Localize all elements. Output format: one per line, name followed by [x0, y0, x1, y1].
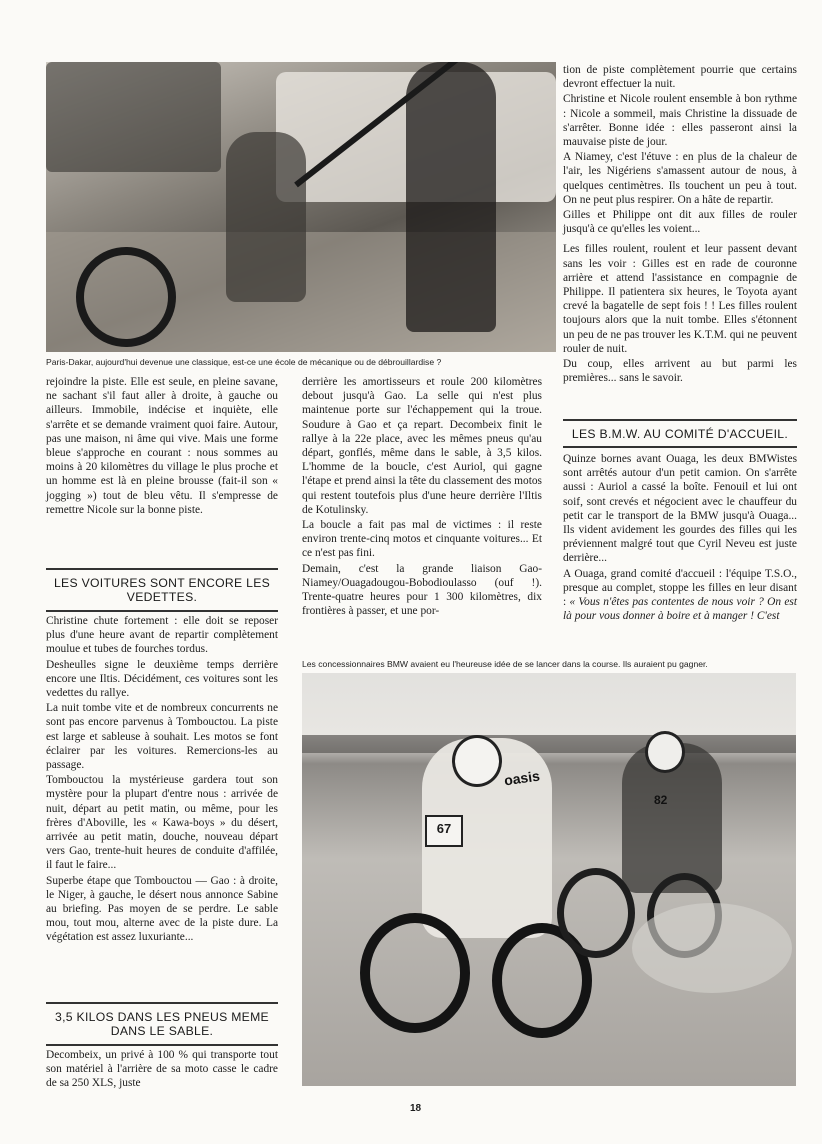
wheel-shape [76, 247, 176, 347]
paragraph-text: A Ouaga, grand comité d'accueil : l'équipe T.S.O., presque au complet, stoppe les filles en leur disant : [563, 567, 797, 609]
sponsor-logo: oasis [503, 767, 541, 789]
heading-rule [46, 610, 278, 612]
paragraph: Decombeix, un privé à 100 % qui transporte tout son matériel à l'arrière de sa moto casse le cadre de sa 250 XLS, juste [46, 1049, 278, 1090]
section-heading-bmw: LES B.M.W. AU COMITÉ D'ACCUEIL. [563, 419, 797, 441]
section-heading-voitures: LES VOITURES SONT ENCORE LES VEDETTES. [46, 568, 278, 604]
column-1-intro [46, 375, 278, 517]
paragraph: La nuit tombe vite et de nombreux concurrents ne sont pas encore parvenus à Tombouctou. La piste est large et sableuse à souhait. Les motos se font éclairer par les voitures. Remercions-les au passage. [46, 702, 278, 772]
rear-race-number: 82 [654, 793, 668, 807]
paragraph: Tombouctou la mystérieuse gardera tout son mystère pour la plupart d'entre nous : arrivée de nuit, départ au petit matin, ou même, pour les frères d'Aboville, les « Kawa-boys » du désert, arrivée au petit matin, douche, nouveau départ vers Gao, trente-huit heures de conduite d'affilée, il faut le faire... [46, 774, 278, 872]
heading-rule [46, 1044, 278, 1046]
paragraph: Desheulles signe le deuxième temps derrière encore une Iltis. Décidément, ces voitures sont les vedettes du rallye. [46, 658, 278, 700]
race-number-plate: 67 [425, 815, 463, 847]
column-1-section-2 [46, 1048, 278, 1091]
bottom-photo [302, 673, 796, 1086]
paragraph: Superbe étape que Tombouctou — Gao : à droite, le Niger, à gauche, le désert nous annonce Sabine au briefing. Pas moyen de se perdre. Le sable mou, tout mou, alterne avec de la piste dure. La végétation est assez luxuriante... [46, 874, 278, 944]
paragraph [563, 567, 797, 624]
column-2 [302, 375, 542, 618]
paragraph: Christine chute fortement : elle doit se reposer plus d'une heure avant de repartir complètement moulue et tubes de fourches tordus. [46, 615, 278, 656]
helmet-rear [645, 731, 685, 773]
paragraph: Demain, c'est la grande liaison Gao-Niamey/Ouagadougou-Bobodioulasso (ouf !). Trente-quatre heures pour 1 300 kilomètres, dix frontières à passer, et une por- [302, 562, 542, 618]
paragraph: rejoindre la piste. Elle est seule, en pleine savane, ne sachant s'il faut aller à droite, à gauche ou ailleurs. Immobile, indécise et inquiète, elle s'arrête et se demande vraiment quoi faire. Autour, pas une maison, ni âme qui vive. Mais une forme bleue s'approche en courant : nous sommes au moins à 20 kilomètres du village le plus proche et un homme est là en pleine brousse (fait-il son « jogging ») tout de bleu vêtu. Il s'empresse de remettre Nicole sur la bonne piste. [46, 376, 278, 516]
helmet-front [452, 735, 502, 787]
paragraph: derrière les amortisseurs et roule 200 kilomètres debout jusqu'à Gao. La selle qui n'est plus maintenue porte sur l'échappement qui la troue. Soudure à Gao et ça repart. Decombeix finit le rallye à la 22e place, avec les mêmes pneus qu'au départ, gonflés, même dans le sable, à 3,5 kilos. L'homme de la boucle, c'est Auriol, qui gagne l'étape et prend ainsi la tête du classement des motos qui restent toutefois plus d'une heure derrière l'Iltis de Kotulinsky. [302, 376, 542, 516]
standing-man-figure [406, 62, 496, 332]
column-1-section-1 [46, 614, 278, 945]
heading-rule [563, 446, 797, 448]
paragraph: tion de piste complètement pourrie que certains devront effectuer la nuit. [563, 64, 797, 91]
section-heading-pneus: 3,5 KILOS DANS LES PNEUS MEME DANS LE SABLE. [46, 1002, 278, 1038]
paragraph: La boucle a fait pas mal de victimes : il reste environ trente-cinq motos et cinquante voitures... Et ce n'est pas fini. [302, 519, 542, 560]
paragraph: Du coup, elles arrivent au but parmi les premières... sans le savoir. [563, 358, 797, 385]
top-photo [46, 62, 556, 352]
column-3-top [563, 63, 797, 385]
quote: « Vous n'êtes pas contentes de nous voir ? On est là pour vous donner à boire et à manger ! C'est [563, 596, 797, 623]
mechanic-figure [226, 132, 306, 302]
top-photo-caption: Paris-Dakar, aujourd'hui devenue une classique, est-ce une école de mécanique ou de débrouillardise ? [46, 357, 442, 367]
paragraph: Les filles roulent, roulent et leur passent devant sans les voir : Gilles est en rade de couronne arrière et attend l'assistance en compagnie de Philippe. Il patientera six heures, le Toyota ayant crevé la bagatelle de sept fois ! ! Les filles roulent toujours alors que la nuit tombe. Elles s'étonnent un peu de ne pas trouver les K.T.M. qui ne peuvent rouler de nuit. [563, 243, 797, 355]
bottom-photo-caption: Les concessionnaires BMW avaient eu l'heureuse idée de se lancer dans la course. Ils auraient pu gagner. [302, 659, 708, 669]
second-bike-wheel [557, 868, 635, 958]
page-number: 18 [410, 1103, 422, 1114]
paragraph: Quinze bornes avant Ouaga, les deux BMWistes sont arrêtés autour d'un petit camion. On s'arrête aussi : Auriol a cassé la boîte. Fenouil et lui ont soif, sont crevés et négocient avec le chauffeur du petit car le transport de la BMW jusqu'à Ouaga... Ils vident avidement les gourdes des filles qui les préviennent malgré tout que Cyril Neveu est juste derrière... [563, 453, 797, 565]
jeep-shape [46, 62, 221, 172]
column-3-bottom [563, 452, 797, 623]
horizon-trees [302, 735, 796, 753]
paragraph: A Niamey, c'est l'étuve : en plus de la chaleur de l'air, les Nigériens s'amassent autour de nous, à quelques centimètres. Ils touchent un peu à tout. On ne peut plus respirer. On a hâte de repartir. [563, 151, 797, 206]
dust-cloud [632, 903, 792, 993]
paragraph: Gilles et Philippe ont dit aux filles de rouler jusqu'à ce qu'elles les voient... [563, 209, 797, 236]
paragraph: Christine et Nicole roulent ensemble à bon rythme : Nicole a sommeil, mais Christine la dissuade de s'arrêter. Bonne idée : elles passeront ainsi la mauvaise piste de jour. [563, 93, 797, 149]
front-wheel [360, 913, 470, 1033]
